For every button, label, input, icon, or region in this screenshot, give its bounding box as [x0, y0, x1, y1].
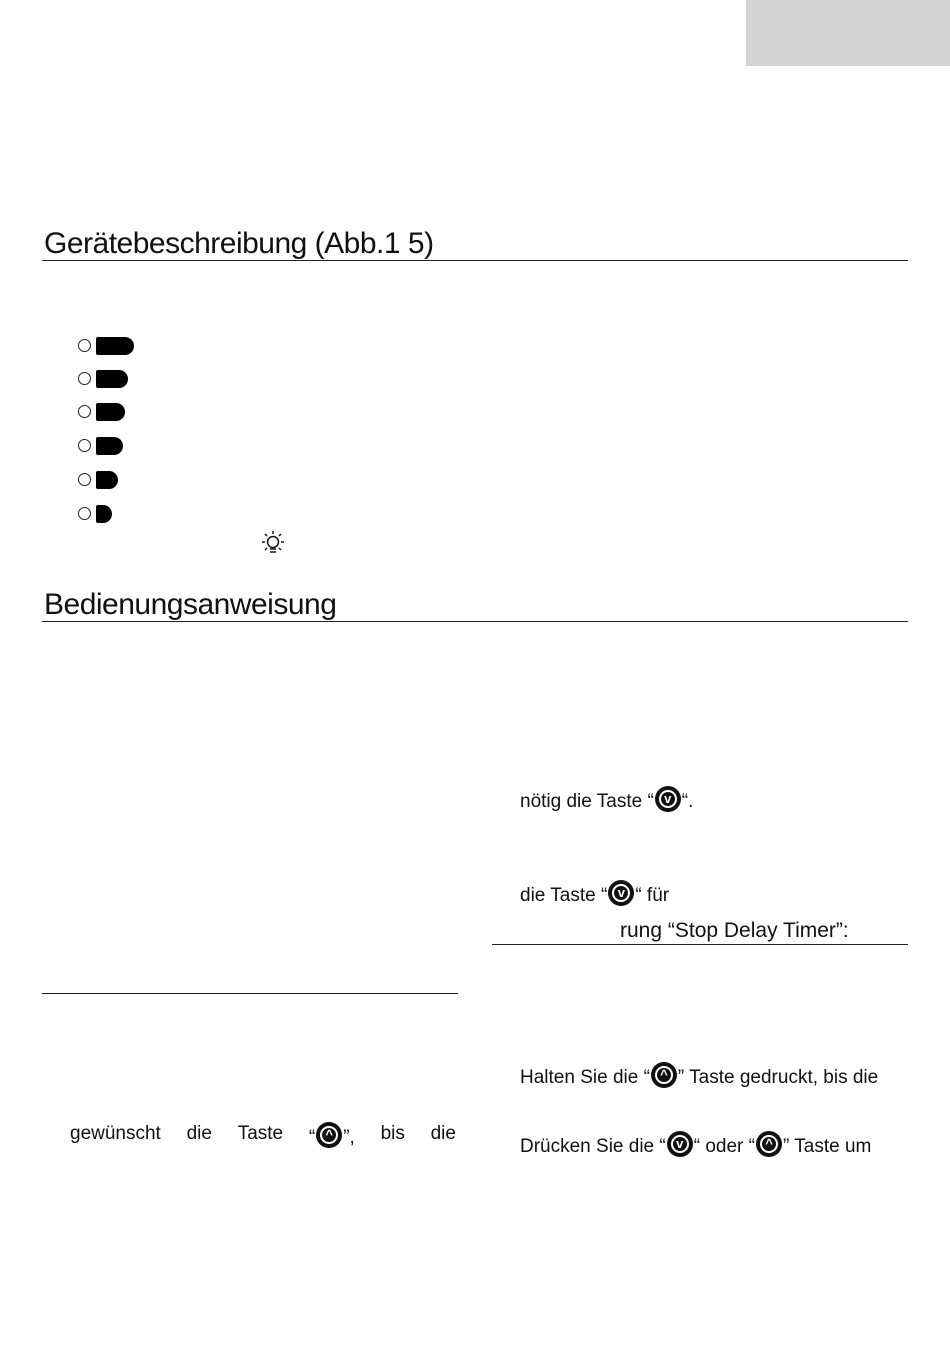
section-title-operating-instructions: Bedienungsanweisung: [44, 588, 337, 621]
light-bulb-icon: [258, 529, 288, 557]
section-rule: [42, 260, 908, 261]
down-key-icon: v: [667, 1131, 693, 1157]
page-corner-tab: [746, 0, 950, 66]
column-rule: [42, 993, 458, 994]
instruction-line: die Taste “ v “ für: [520, 880, 669, 908]
subheading-stop-delay-timer: rung “Stop Delay Timer”:: [620, 919, 849, 942]
subheading-rule: [492, 944, 908, 945]
up-key-icon: ^: [756, 1131, 782, 1157]
section-rule: [42, 621, 908, 622]
up-key-icon: ^: [651, 1062, 677, 1088]
down-key-icon: v: [608, 880, 634, 906]
instruction-line: Drücken Sie die “ v “ oder “ ^ ” Taste um: [520, 1131, 871, 1159]
instruction-line-justified: gewünscht die Taste “ ^ ”, bis die: [70, 1123, 456, 1148]
down-key-icon: v: [655, 786, 681, 812]
up-key-icon: ^: [316, 1122, 342, 1148]
instruction-line: Halten Sie die “ ^ ” Taste gedruckt, bis die: [520, 1062, 878, 1090]
section-title-device-description: Gerätebeschreibung (Abb.1 5): [44, 227, 434, 260]
instruction-line: nötig die Taste “ v “.: [520, 786, 693, 814]
